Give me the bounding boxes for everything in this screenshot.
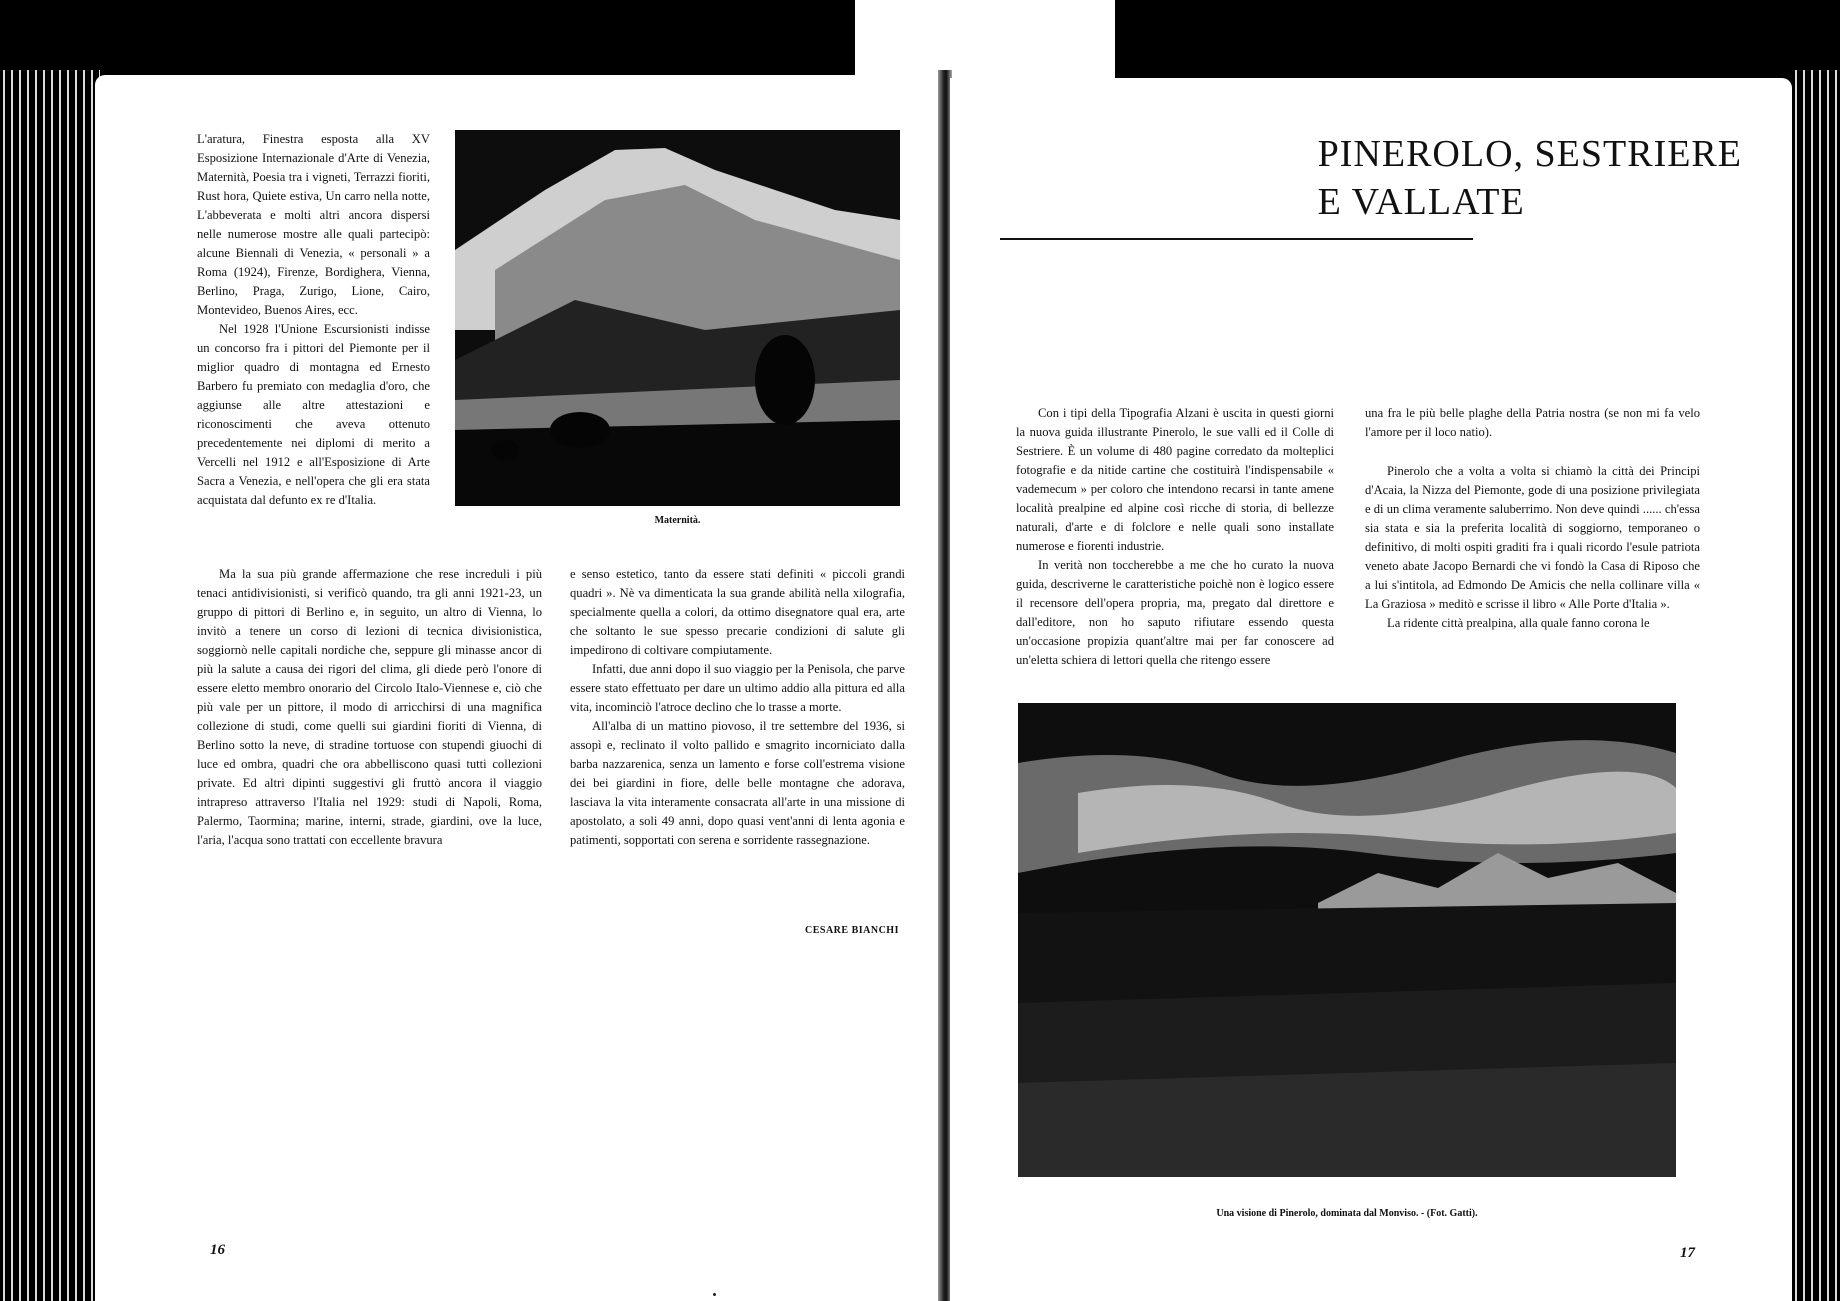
paragraph-affermazione: Ma la sua più grande affermazione che rese increduli i più tenaci antidivisionisti, si verificò quando, tra gli anni 1921-23, un gruppo di pittori di Berlino e, in seguito, un altro di Vienna, lo invitò a tenere un corso di lezioni di tecnica divisionistica, soggiornò nelle capitali nordiche che, seppure gli minasse ancor di più la salute a causa dei rigori del clima, gli diede però l'onore di essere eletto membro onorario del Circolo Italo-Viennese e, ciò che più vale per un pittore, il modo di arricchirsi di una magnifica collezione di studi, come quelli sui giardini fioriti di Vienna, di Berlino sotto la neve, di stradine tortuose con stupendi giuochi di luce ed ombra, quadri che ora abbelliscono quasi tutti collezioni private. Ed altri dipinti suggestivi gli fruttò ancora il viaggio intrapreso attraverso l'Italia nel 1929: studi di Napoli, Roma, Palermo, Taormina; marine, interni, strade, giardini, ove la luce, l'aria, l'acqua sono trattati con eccellente bravura bbox=[197, 567, 542, 847]
paragraph-morte: All'alba di un mattino piovoso, il tre settembre del 1936, si assopì e, reclinato il volto pallido e smagrito incorniciato dalla barba nazzarenica, senza un lamento e forse coll'estrema visione dei bei giardini in fiore, delle belle montagne che adorava, lasciava la vita interamente consacrata all'arte in una missione di apostolato, a soli 49 anni, dopo quasi vent'anni di lenta agonia e patimenti, sopportati con serena e sorridente rassegnazione. bbox=[570, 719, 905, 847]
pinerolo-caption: Una visione di Pinerolo, dominata dal Monviso. - (Fot. Gatti). bbox=[1216, 1208, 1478, 1219]
paragraph-guida: Con i tipi della Tipografia Alzani è uscita in questi giorni la nuova guida illustrante Pinerolo, le sue valli ed il Colle di Sestriere. È un volume di 480 pagine corredato da molteplici fotografie e da nitide cartine che costituirà l'indispensabile « vademecum » per coloro che intendono recarsi in tante amene località prealpine ed alpine così ricche di storia, di bellezze naturali, d'arte e di folclore e nelle quali sono installate numerose e fiorenti industrie. bbox=[1016, 406, 1334, 553]
page-number-left: 16 bbox=[210, 1242, 225, 1258]
left-col1-bottom bbox=[197, 565, 542, 850]
right-col1 bbox=[1016, 404, 1334, 670]
title-rule bbox=[1000, 238, 1473, 240]
page-edges-left bbox=[0, 70, 100, 1301]
left-col2 bbox=[570, 565, 905, 850]
left-col1-top bbox=[197, 130, 430, 510]
maternita-photo bbox=[455, 130, 900, 506]
title-line-1: PINEROLO, SESTRIERE bbox=[1317, 133, 1742, 175]
title-line-2: E VALLATE bbox=[1317, 181, 1525, 223]
right-col2 bbox=[1365, 404, 1700, 633]
maternita-caption: Maternità. bbox=[654, 515, 701, 526]
left-page bbox=[95, 75, 940, 1301]
paragraph-patria: una fra le più belle plaghe della Patria nostra (se non mi fa velo l'amore per il loco natio). bbox=[1365, 406, 1700, 439]
paragraph-verita: In verità non toccherebbe a me che ho curato la nuova guida, descriverne le caratteristiche poichè non è logico essere il recensore dell'opera propria, ma, pregato dal direttore e dall'editore, non ho saputo rifiutare essendo questa un'occasione propizia quant'altre mai per far conoscere ad un'eletta schiera di lettori quella che ritengo essere bbox=[1016, 558, 1334, 667]
paragraph-ridente: La ridente città prealpina, alla quale fanno corona le bbox=[1387, 616, 1650, 630]
paragraph-works: L'aratura, Finestra esposta alla XV Esposizione Internazionale d'Arte di Venezia, Maternità, Poesia tra i vigneti, Terrazzi fioriti, Rust hora, Quiete estiva, Un carro nella notte, L'abbeverata e molti altri ancora dispersi nelle numerose mostre alle quali partecipò: alcune Biennali di Venezia, « personali » a Roma (1924), Firenze, Bordighera, Vienna, Berlino, Praga, Zurigo, Lione, Cairo, Montevideo, Buenos Aires, ecc. bbox=[197, 132, 430, 317]
paragraph-pinerolo: Pinerolo che a volta a volta si chiamò la città dei Principi d'Acaia, la Nizza del Piemonte, gode di una posizione privilegiata e di un clima veramente saluberrimo. Non deve quindi ...... ch'essa sia stata e sia la preferita località di soggiorno, temporaneo o definitivo, di molti ospiti graditi fra i quali ricordo l'esule patriota veneto abate Jacopo Bernardi che vi fondò la Casa di Riposo che a lui s'intitola, ad Edmondo De Amicis che nella collinare villa « La Graziosa » meditò e scrisse il libro « Alle Porte d'Italia ». bbox=[1365, 464, 1700, 611]
paragraph-1928: Nel 1928 l'Unione Escursionisti indisse un concorso fra i pittori del Piemonte per il miglior quadro di montagna ed Ernesto Barbero fu premiato con medaglia d'oro, che aggiunse alle altre attestazioni e riconoscimenti che aveva ottenuto precedentemente nei diplomi di merito a Vercelli nel 1912 e all'Esposizione di Arte Sacra a Venezia, e nell'opera che gli era stata acquistata dal defunto ex re d'Italia. bbox=[197, 322, 430, 507]
article-title bbox=[1318, 130, 1742, 226]
author-signature: CESARE BIANCHI bbox=[805, 925, 899, 936]
paragraph-declino: Infatti, due anni dopo il suo viaggio per la Penisola, che parve essere stato effettuato per dare un ultimo addio alla pittura ed alla vita, incominciò l'atroce declino che lo trasse a morte. bbox=[570, 662, 905, 714]
page-number-right: 17 bbox=[1680, 1245, 1695, 1261]
paragraph-xilografia: e senso estetico, tanto da essere stati definiti « piccoli grandi quadri ». Nè va dimenticata la sua grande abilità nella xilografia, specialmente quella a colori, da ottimo disegnatore qual era, arte che soltanto le sue spesso precarie condizioni di salute gli impedirono di coltivare compiutamente. bbox=[570, 567, 905, 657]
right-page bbox=[950, 78, 1792, 1301]
page-edges-right bbox=[1792, 70, 1840, 1301]
background-gap bbox=[855, 0, 1115, 80]
pinerolo-photo bbox=[1018, 703, 1676, 1177]
speck bbox=[713, 1293, 716, 1296]
